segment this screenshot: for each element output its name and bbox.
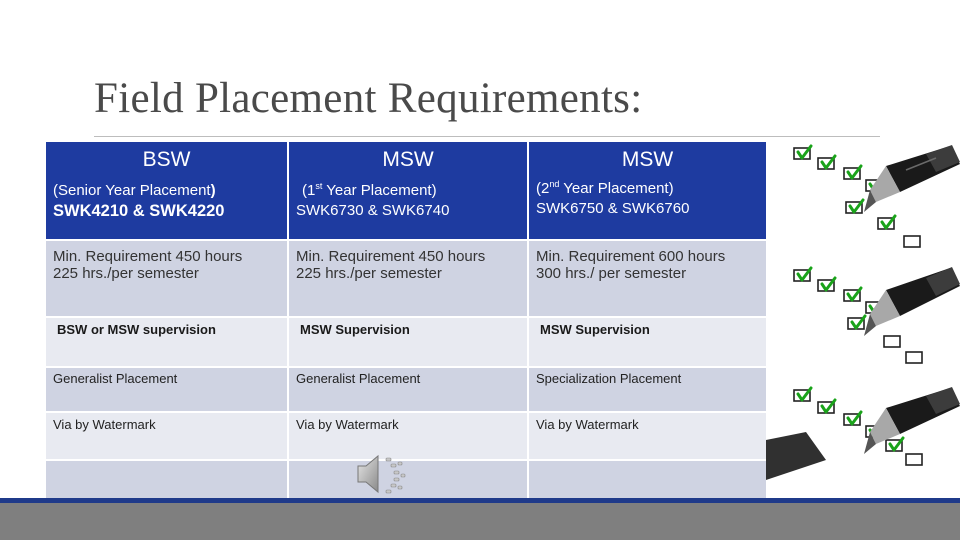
- msw2-header-cell: [528, 141, 767, 240]
- placement-type-cell: Generalist Placement: [45, 367, 288, 412]
- supervision-cell: MSW Supervision: [528, 317, 767, 367]
- bsw-header-cell: [45, 141, 288, 240]
- hours-cell: Min. Requirement 450 hours 225 hrs./per semester: [288, 240, 528, 317]
- table-row: [45, 317, 767, 367]
- column-heading: BSW: [142, 148, 191, 171]
- checklist-group-2: [794, 267, 960, 363]
- course-codes: SWK6750 & SWK6760: [536, 200, 690, 217]
- hours-cell: Min. Requirement 450 hours 225 hrs./per semester: [45, 240, 288, 317]
- requirements-table: [44, 140, 768, 503]
- placement-label: (2nd Year Placement): [536, 179, 674, 197]
- column-heading: MSW: [621, 148, 674, 171]
- table-row: [45, 367, 767, 412]
- checklist-group-3: [766, 387, 960, 480]
- placement-label: (Senior Year Placement): [53, 182, 216, 199]
- hours-cell: Min. Requirement 600 hours 300 hrs./ per semester: [528, 240, 767, 317]
- page-title: Field Placement Requirements:: [94, 75, 643, 122]
- speaker-icon[interactable]: [354, 450, 410, 498]
- table-row: [45, 240, 767, 317]
- table-header-row: [45, 141, 767, 240]
- course-codes: SWK4210 & SWK4220: [53, 202, 225, 220]
- column-heading: MSW: [382, 148, 434, 171]
- supervision-cell: MSW Supervision: [288, 317, 528, 367]
- placement-type-cell: Specialization Placement: [528, 367, 767, 412]
- empty-cell: [45, 460, 288, 502]
- placement-label: (1st Year Placement): [302, 181, 437, 199]
- via-cell: Via by Watermark: [528, 412, 767, 460]
- title-divider: [94, 136, 880, 137]
- checklist-group-1: [794, 145, 960, 247]
- empty-cell: [528, 460, 767, 502]
- footer-bar: [0, 503, 960, 540]
- supervision-cell: BSW or MSW supervision: [45, 317, 288, 367]
- via-cell: Via by Watermark: [288, 412, 528, 460]
- checklist-pen-icon: [766, 140, 960, 495]
- via-cell: Via by Watermark: [45, 412, 288, 460]
- course-codes: SWK6730 & SWK6740: [296, 202, 450, 219]
- msw1-header-cell: [288, 141, 528, 240]
- placement-type-cell: Generalist Placement: [288, 367, 528, 412]
